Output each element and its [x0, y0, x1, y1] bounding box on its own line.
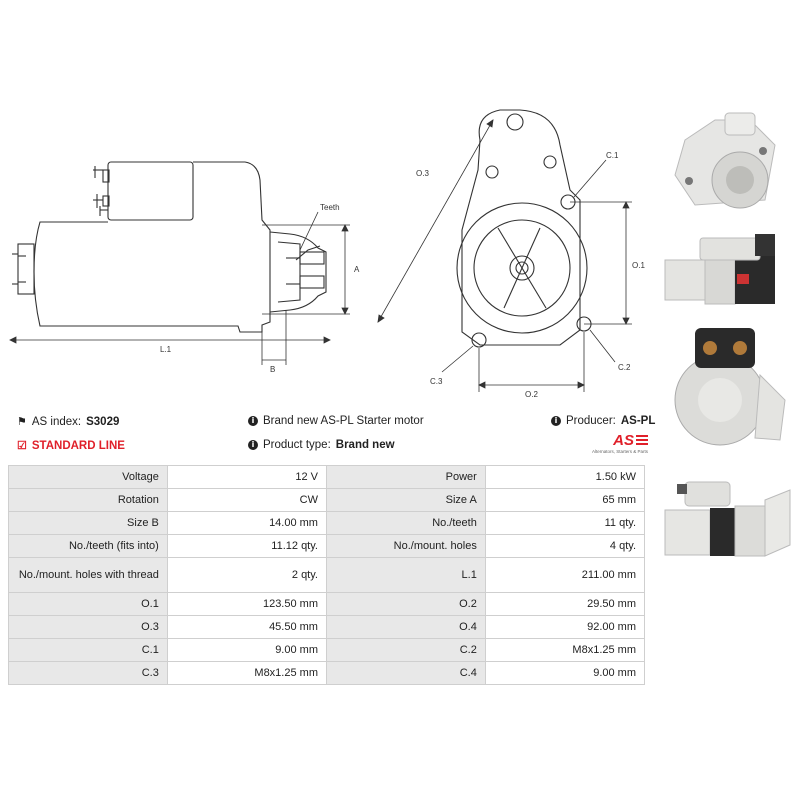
producer-value: AS-PL — [620, 415, 656, 427]
table-row — [9, 466, 645, 489]
spec-key-cell: No./mount. holes — [326, 535, 485, 558]
logo-text: AS — [613, 432, 634, 449]
dim-b-label: B — [270, 365, 276, 374]
dim-o2-label: O.2 — [525, 390, 538, 399]
tag-icon: ⚑ — [17, 416, 27, 428]
logo-stripes-icon — [636, 435, 648, 447]
product-photo-side-top — [655, 230, 798, 310]
spec-key-cell: O.4 — [326, 616, 485, 639]
spec-value-cell: M8x1.25 mm — [167, 662, 326, 685]
spec-key-cell: C.3 — [9, 662, 168, 685]
table-row — [9, 512, 645, 535]
brand-logo — [568, 432, 648, 460]
table-row — [9, 639, 645, 662]
spec-key-cell: O.3 — [9, 616, 168, 639]
spec-key-cell: C.2 — [326, 639, 485, 662]
spec-value-cell: 92.00 mm — [485, 616, 644, 639]
spec-value-cell: 1.50 kW — [485, 466, 644, 489]
dim-c2-label: C.2 — [618, 363, 631, 372]
as-index-value: S3029 — [86, 415, 120, 428]
as-index-label: AS index: — [31, 415, 82, 428]
product-photo-side-bottom — [655, 470, 798, 560]
spec-value-cell: 4 qty. — [485, 535, 644, 558]
info-icon: i — [248, 440, 258, 450]
spec-key-cell: O.2 — [326, 593, 485, 616]
table-row — [9, 593, 645, 616]
spec-key-cell: Rotation — [9, 489, 168, 512]
spec-value-cell: 12 V — [167, 466, 326, 489]
product-photo-front — [655, 105, 798, 220]
product-type-value: Brand new — [335, 439, 395, 451]
product-type-line — [248, 439, 395, 451]
info-icon: i — [551, 416, 561, 426]
producer-label: Producer: — [566, 415, 616, 427]
spec-key-cell: O.1 — [9, 593, 168, 616]
table-row — [9, 489, 645, 512]
table-row — [9, 558, 645, 593]
info-icon: i — [248, 416, 258, 426]
dim-o1-label: O.1 — [632, 261, 645, 270]
dim-teeth-label: Teeth — [320, 203, 340, 212]
spec-value-cell: 45.50 mm — [167, 616, 326, 639]
table-row — [9, 535, 645, 558]
spec-key-cell: Power — [326, 466, 485, 489]
table-row — [9, 662, 645, 685]
spec-value-cell: 211.00 mm — [485, 558, 644, 593]
spec-key-cell: Voltage — [9, 466, 168, 489]
check-square-icon: ☑ — [17, 440, 27, 452]
dim-c1-label: C.1 — [606, 151, 619, 160]
spec-table — [8, 465, 645, 685]
table-row — [9, 616, 645, 639]
dim-c3-label: C.3 — [430, 377, 443, 386]
side-view-drawing — [0, 150, 370, 380]
spec-value-cell: 123.50 mm — [167, 593, 326, 616]
spec-key-cell: Size B — [9, 512, 168, 535]
logo-tagline: Alternators, Starters & Parts — [591, 449, 648, 454]
description-text: Brand new AS-PL Starter motor — [263, 415, 424, 427]
spec-key-cell: No./teeth — [326, 512, 485, 535]
dim-o3-label: O.3 — [416, 169, 429, 178]
spec-key-cell: C.4 — [326, 662, 485, 685]
spec-value-cell: CW — [167, 489, 326, 512]
producer-line — [551, 415, 655, 427]
spec-value-cell: 11.12 qty. — [167, 535, 326, 558]
spec-key-cell: No./mount. holes with thread — [9, 558, 168, 593]
description-line — [248, 415, 424, 427]
spec-value-cell: 2 qty. — [167, 558, 326, 593]
spec-key-cell: L.1 — [326, 558, 485, 593]
line-badge — [17, 439, 125, 452]
dim-a-label: A — [354, 265, 360, 274]
as-index — [17, 415, 119, 428]
line-label: STANDARD LINE — [31, 439, 125, 452]
product-type-label: Product type: — [263, 439, 331, 451]
product-photo-rear — [655, 320, 798, 455]
spec-key-cell: No./teeth (fits into) — [9, 535, 168, 558]
dim-l1-label: L.1 — [160, 345, 172, 354]
spec-value-cell: 14.00 mm — [167, 512, 326, 535]
front-view-drawing — [370, 100, 655, 410]
spec-key-cell: Size A — [326, 489, 485, 512]
spec-value-cell: 11 qty. — [485, 512, 644, 535]
spec-value-cell: 9.00 mm — [485, 662, 644, 685]
spec-key-cell: C.1 — [9, 639, 168, 662]
spec-value-cell: 65 mm — [485, 489, 644, 512]
spec-value-cell: 9.00 mm — [167, 639, 326, 662]
spec-value-cell: 29.50 mm — [485, 593, 644, 616]
spec-value-cell: M8x1.25 mm — [485, 639, 644, 662]
